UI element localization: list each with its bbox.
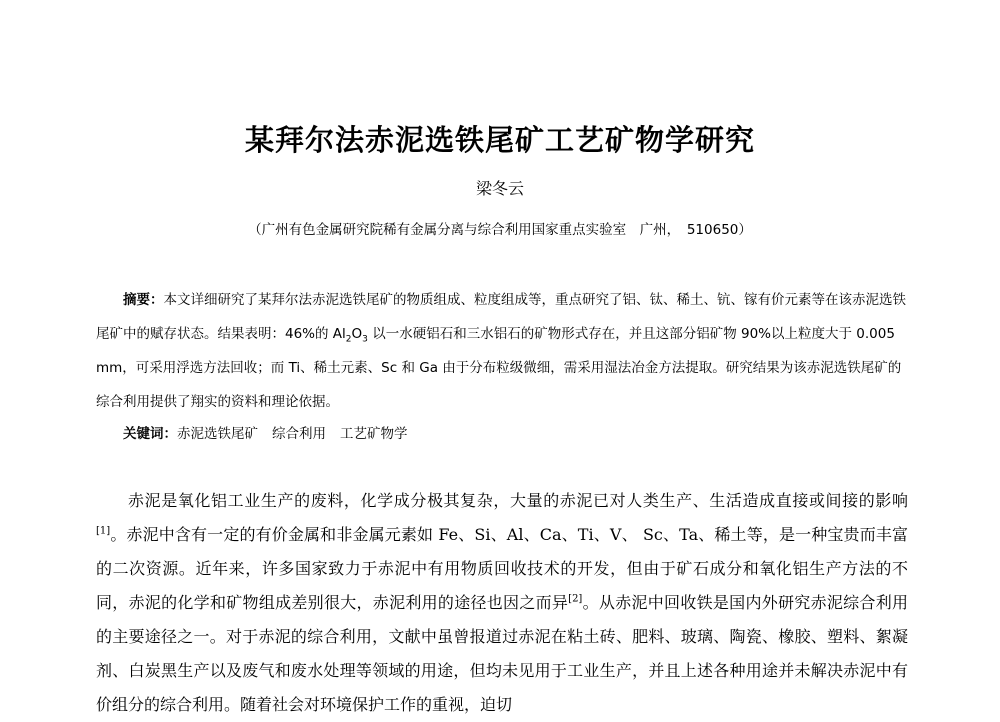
- keywords: [123, 421, 908, 447]
- body-text-1: 赤泥是氧化铝工业生产的废料，化学成分极其复杂，大量的赤泥已对人类生产、生活造成直接或间接的影响: [128, 491, 908, 510]
- keyword-item: 赤泥选铁尾矿: [177, 426, 258, 442]
- keyword-item: 综合利用: [272, 426, 326, 442]
- abstract-label: 摘要：: [123, 292, 164, 308]
- abstract-paragraph: [96, 283, 908, 419]
- citation-ref-2[interactable]: [2]: [568, 593, 583, 605]
- author-affiliation: （广州有色金属研究院稀有金属分离与综合利用国家重点实验室 广州， 510650）: [248, 222, 752, 238]
- body-text: [96, 484, 908, 722]
- abstract-subscript-2: 3: [362, 334, 368, 345]
- abstract-text-1: 本文详细研究了某拜尔法赤泥选铁尾矿的物质组成、粒度组成等，重点研究了铝、钛、稀土、钪、镓有价元素等在该赤泥选铁尾矿中的赋存状态。结果表明：46%的 Al: [96, 292, 906, 342]
- body-paragraph: [96, 484, 908, 722]
- abstract-subscript-1: 2: [345, 334, 352, 345]
- citation-ref-1[interactable]: [1]: [96, 525, 111, 537]
- body-text-2: 。赤泥中含有一定的有价金属和非金属元素如 Fe、Si、Al、Ca、Ti、V、 Sc、Ta、稀土等，是一种宝贵而丰富的二次资源。近年来，许多国家致力于赤泥中有用物质回收技术的开发，但由于矿石成分和氧化铝生产方法的不同，赤泥的化学和矿物组成差别很大，赤泥利用的途径也因之而异: [96, 525, 908, 612]
- paper-title: 某拜尔法赤泥选铁尾矿工艺矿物学研究: [244, 123, 755, 157]
- abstract-text-2: O: [351, 326, 363, 342]
- body-text-3: 。从赤泥中回收铁是国内外研究赤泥综合利用的主要途径之一。对于赤泥的综合利用，文献中虽曾报道过赤泥在粘土砖、肥料、玻璃、陶瓷、橡胶、塑料、絮凝剂、白炭黑生产以及废气和废水处理等领域的用途，但均未见用于工业生产，并且上述各种用途并未解决赤泥中有价组分的综合利用。随着社会对环境保护工作的重视，迫切: [96, 593, 908, 714]
- author-name: 梁冬云: [475, 179, 524, 198]
- abstract-text-3: 以一水硬铝石和三水铝石的矿物形式存在，并且这部分铝矿物 90%以上粒度大于 0.005 mm，可采用浮选方法回收；而 Ti、稀土元素、Sc 和 Ga 由于分布粒级微细，需采用湿法冶金方法提取。研究结果为该赤泥选铁尾矿的综合利用提供了翔实的资料和理论依据。: [96, 326, 902, 410]
- keyword-item: 工艺矿物学: [340, 426, 408, 442]
- keywords-label: 关键词：: [123, 426, 177, 442]
- abstract: [96, 283, 908, 419]
